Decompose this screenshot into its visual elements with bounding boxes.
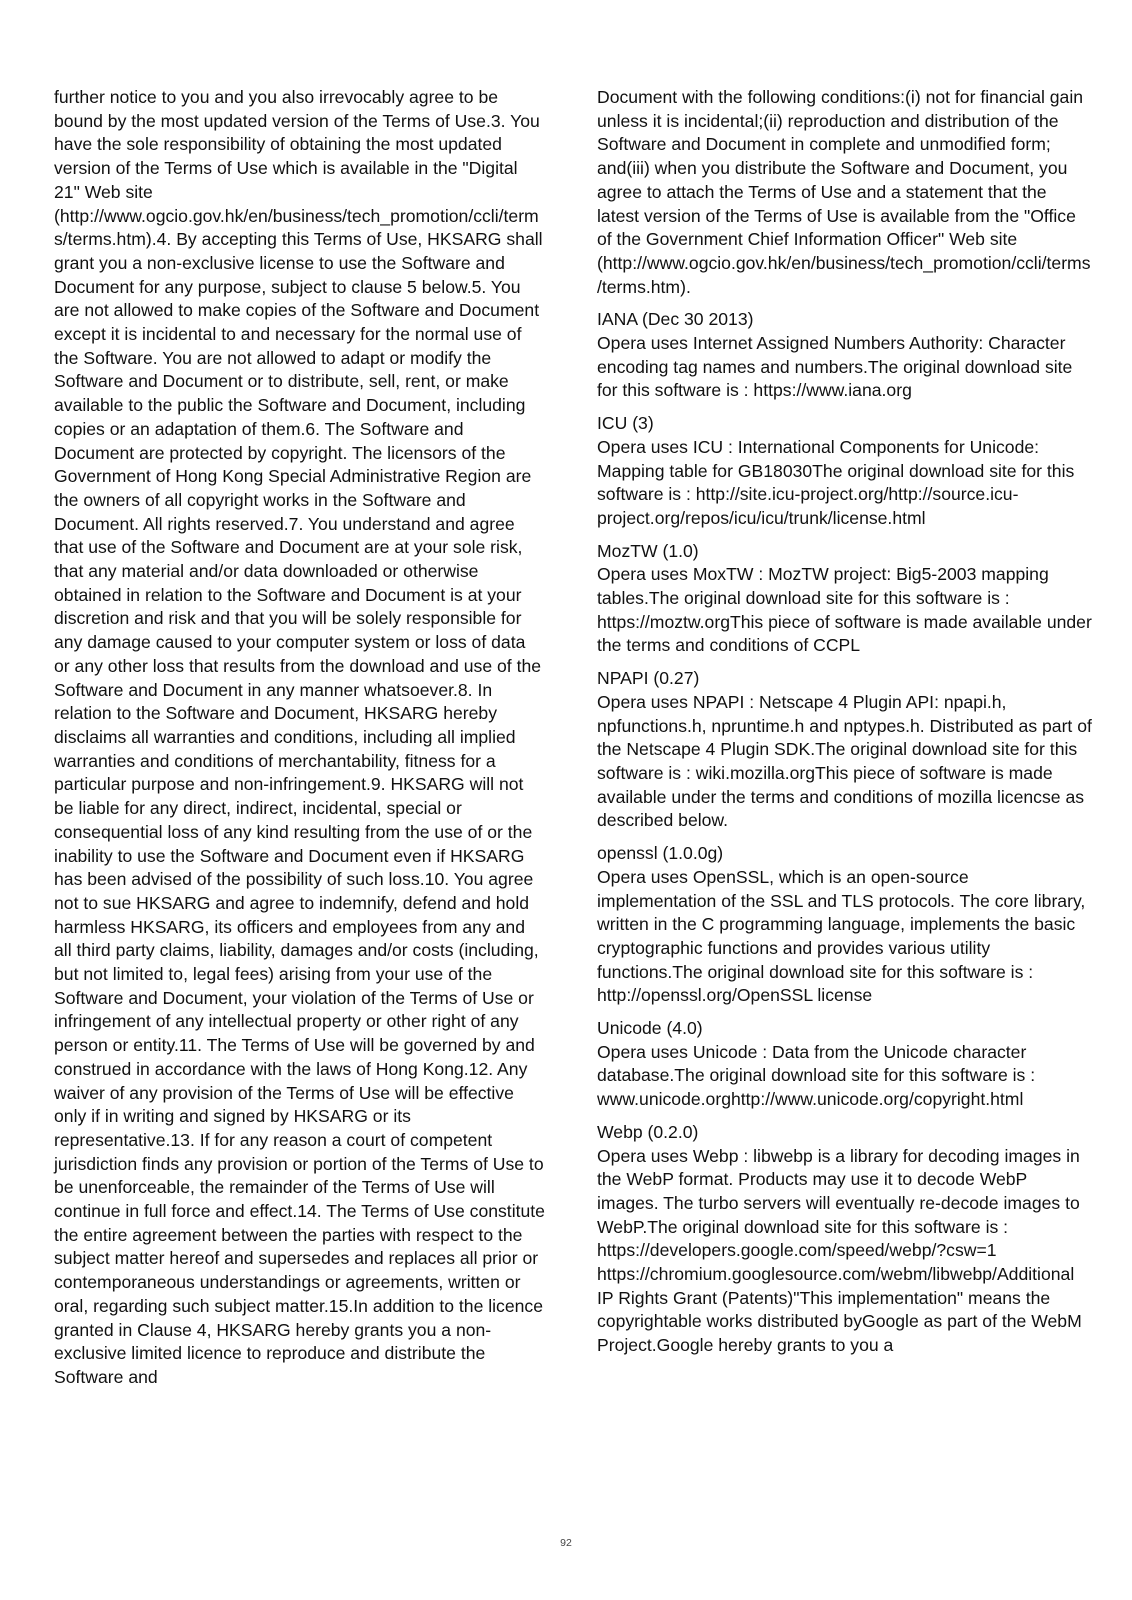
component-entry-iana	[597, 308, 1092, 403]
component-title: NPAPI (0.27)	[597, 668, 700, 689]
left-column	[54, 86, 545, 1390]
page-number: 92	[560, 1537, 572, 1549]
component-entry-npapi	[597, 667, 1092, 833]
component-entry-openssl	[597, 842, 1092, 1008]
license-conditions-text: Document with the following conditions:(i) not for financial gain unless it is incidental;(ii) reproduction and distribution of the Software and Document in complete and unmodified form; and(iii) when you distribute the Software and Document, you agree to attach the Terms of Use and a statement that the latest version of the Terms of Use is available from the "Office of the Government Chief Information Officer" Web site (http://www.ogcio.gov.hk/en/business/tech_promotion/ccli/terms/terms.htm).	[597, 87, 1091, 297]
component-title: Unicode (4.0)	[597, 1018, 703, 1039]
right-column	[597, 86, 1092, 1367]
component-description: Opera uses Internet Assigned Numbers Authority: Character encoding tag names and numbers.The original download site for this software is : https://www.iana.org	[597, 333, 1073, 401]
component-description: Opera uses Webp : libwebp is a library for decoding images in the WebP format. Products may use it to decode WebP images. The turbo servers will eventually re-decode images to WebP.The original download site for this software is : https://developers.google.com/speed/webp/?csw=1 https://chromium.googlesource.com/webm/libwebp/Additional IP Rights Grant (Patents)"This implementation" means the copyrightable works distributed byGoogle as part of the WebM Project.Google hereby grants to you a	[597, 1145, 1082, 1356]
terms-of-use-text: further notice to you and you also irrevocably agree to be bound by the most updated version of the Terms of Use.3. You have the sole responsibility of obtaining the most updated version of the Terms of Use which is available in the "Digital 21" Web site (http://www.ogcio.gov.hk/en/business/tech_promotion/ccli/terms/terms.htm).4. By accepting this Terms of Use, HKSARG shall grant you a non-exclusive license to use the Software and Document for any purpose, subject to clause 5 below.5. You are not allowed to make copies of the Software and Document except it is incidental to and necessary for the normal use of the Software. You are not allowed to adapt or modify the Software and Document or to distribute, sell, rent, or make available to the public the Software and Document, including copies or an adaptation of them.6. The Software and Document are protected by copyright. The licensors of the Government of Hong Kong Special Administrative Region are the owners of all copyright works in the Software and Document. All rights reserved.7. You understand and agree that use of the Software and Document are at your sole risk, that any material and/or data downloaded or otherwise obtained in relation to the Software and Document is at your discretion and risk and that you will be solely responsible for any damage caused to your computer system or loss of data or any other loss that results from the download and use of the Software and Document in any manner whatsoever.8. In relation to the Software and Document, HKSARG hereby disclaims all warranties and conditions, including all implied warranties and conditions of merchantability, fitness for a particular purpose and non-infringement.9. HKSARG will not be liable for any direct, indirect, incidental, special or consequential loss of any kind resulting from the use of or the inability to use the Software and Document even if HKSARG has been advised of the possibility of such loss.10. You agree not to sue HKSARG and agree to indemnify, defend and hold harmless HKSARG, its officers and employees from any and all third party claims, liability, damages and/or costs (including, but not limited to, legal fees) arising from your use of the Software and Document, your violation of the Terms of Use or infringement of any intellectual property or other right of any person or entity.11. The Terms of Use will be governed by and construed in accordance with the laws of Hong Kong.12. Any waiver of any provision of the Terms of Use will be effective only if in writing and signed by HKSARG or its representative.13. If for any reason a court of competent jurisdiction finds any provision or portion of the Terms of Use to be unenforceable, the remainder of the Terms of Use will continue in full force and effect.14. The Terms of Use constitute the entire agreement between the parties with respect to the subject matter hereof and supersedes and replaces all prior or contemporaneous understandings or agreements, written or oral, regarding such subject matter.15.In addition to the licence granted in Clause 4, HKSARG hereby grants you a non-exclusive limited licence to reproduce and distribute the Software and	[54, 87, 545, 1387]
component-entry-moztw	[597, 540, 1092, 659]
component-description: Opera uses OpenSSL, which is an open-source implementation of the SSL and TLS protocols. The core library, written in the C programming language, implements the basic cryptographic functions and provides various utility functions.The original download site for this software is : http://openssl.org/OpenSSL license	[597, 866, 1086, 1006]
component-description: Opera uses MoxTW : MozTW project: Big5-2003 mapping tables.The original download site for this software is : https://moztw.orgThis piece of software is made available under the terms and conditions of CCPL	[597, 564, 1092, 656]
component-description: Opera uses ICU : International Components for Unicode: Mapping table for GB18030The original download site for this software is : http://site.icu-project.org/http://source.icu-project.org/repos/icu/icu/trunk/license.html	[597, 436, 1075, 528]
component-title: openssl (1.0.0g)	[597, 843, 724, 864]
component-description: Opera uses Unicode : Data from the Unicode character database.The original download site for this software is : www.unicode.orghttp://www.unicode.org/copyright.html	[597, 1041, 1036, 1110]
component-title: MozTW (1.0)	[597, 540, 699, 561]
component-entry-unicode	[597, 1017, 1092, 1112]
component-entry-icu	[597, 412, 1092, 531]
component-description: Opera uses NPAPI : Netscape 4 Plugin API: npapi.h, npfunctions.h, npruntime.h and nptypes.h. Distributed as part of the Netscape 4 Plugin SDK.The original download site for this software is : wiki.mozilla.orgThis piece of software is made available under the terms and conditions of mozilla licencse as described below.	[597, 691, 1092, 831]
component-title: ICU (3)	[597, 413, 654, 434]
component-entry-webp	[597, 1121, 1092, 1358]
component-title: IANA (Dec 30 2013)	[597, 309, 754, 330]
component-title: Webp (0.2.0)	[597, 1121, 699, 1142]
